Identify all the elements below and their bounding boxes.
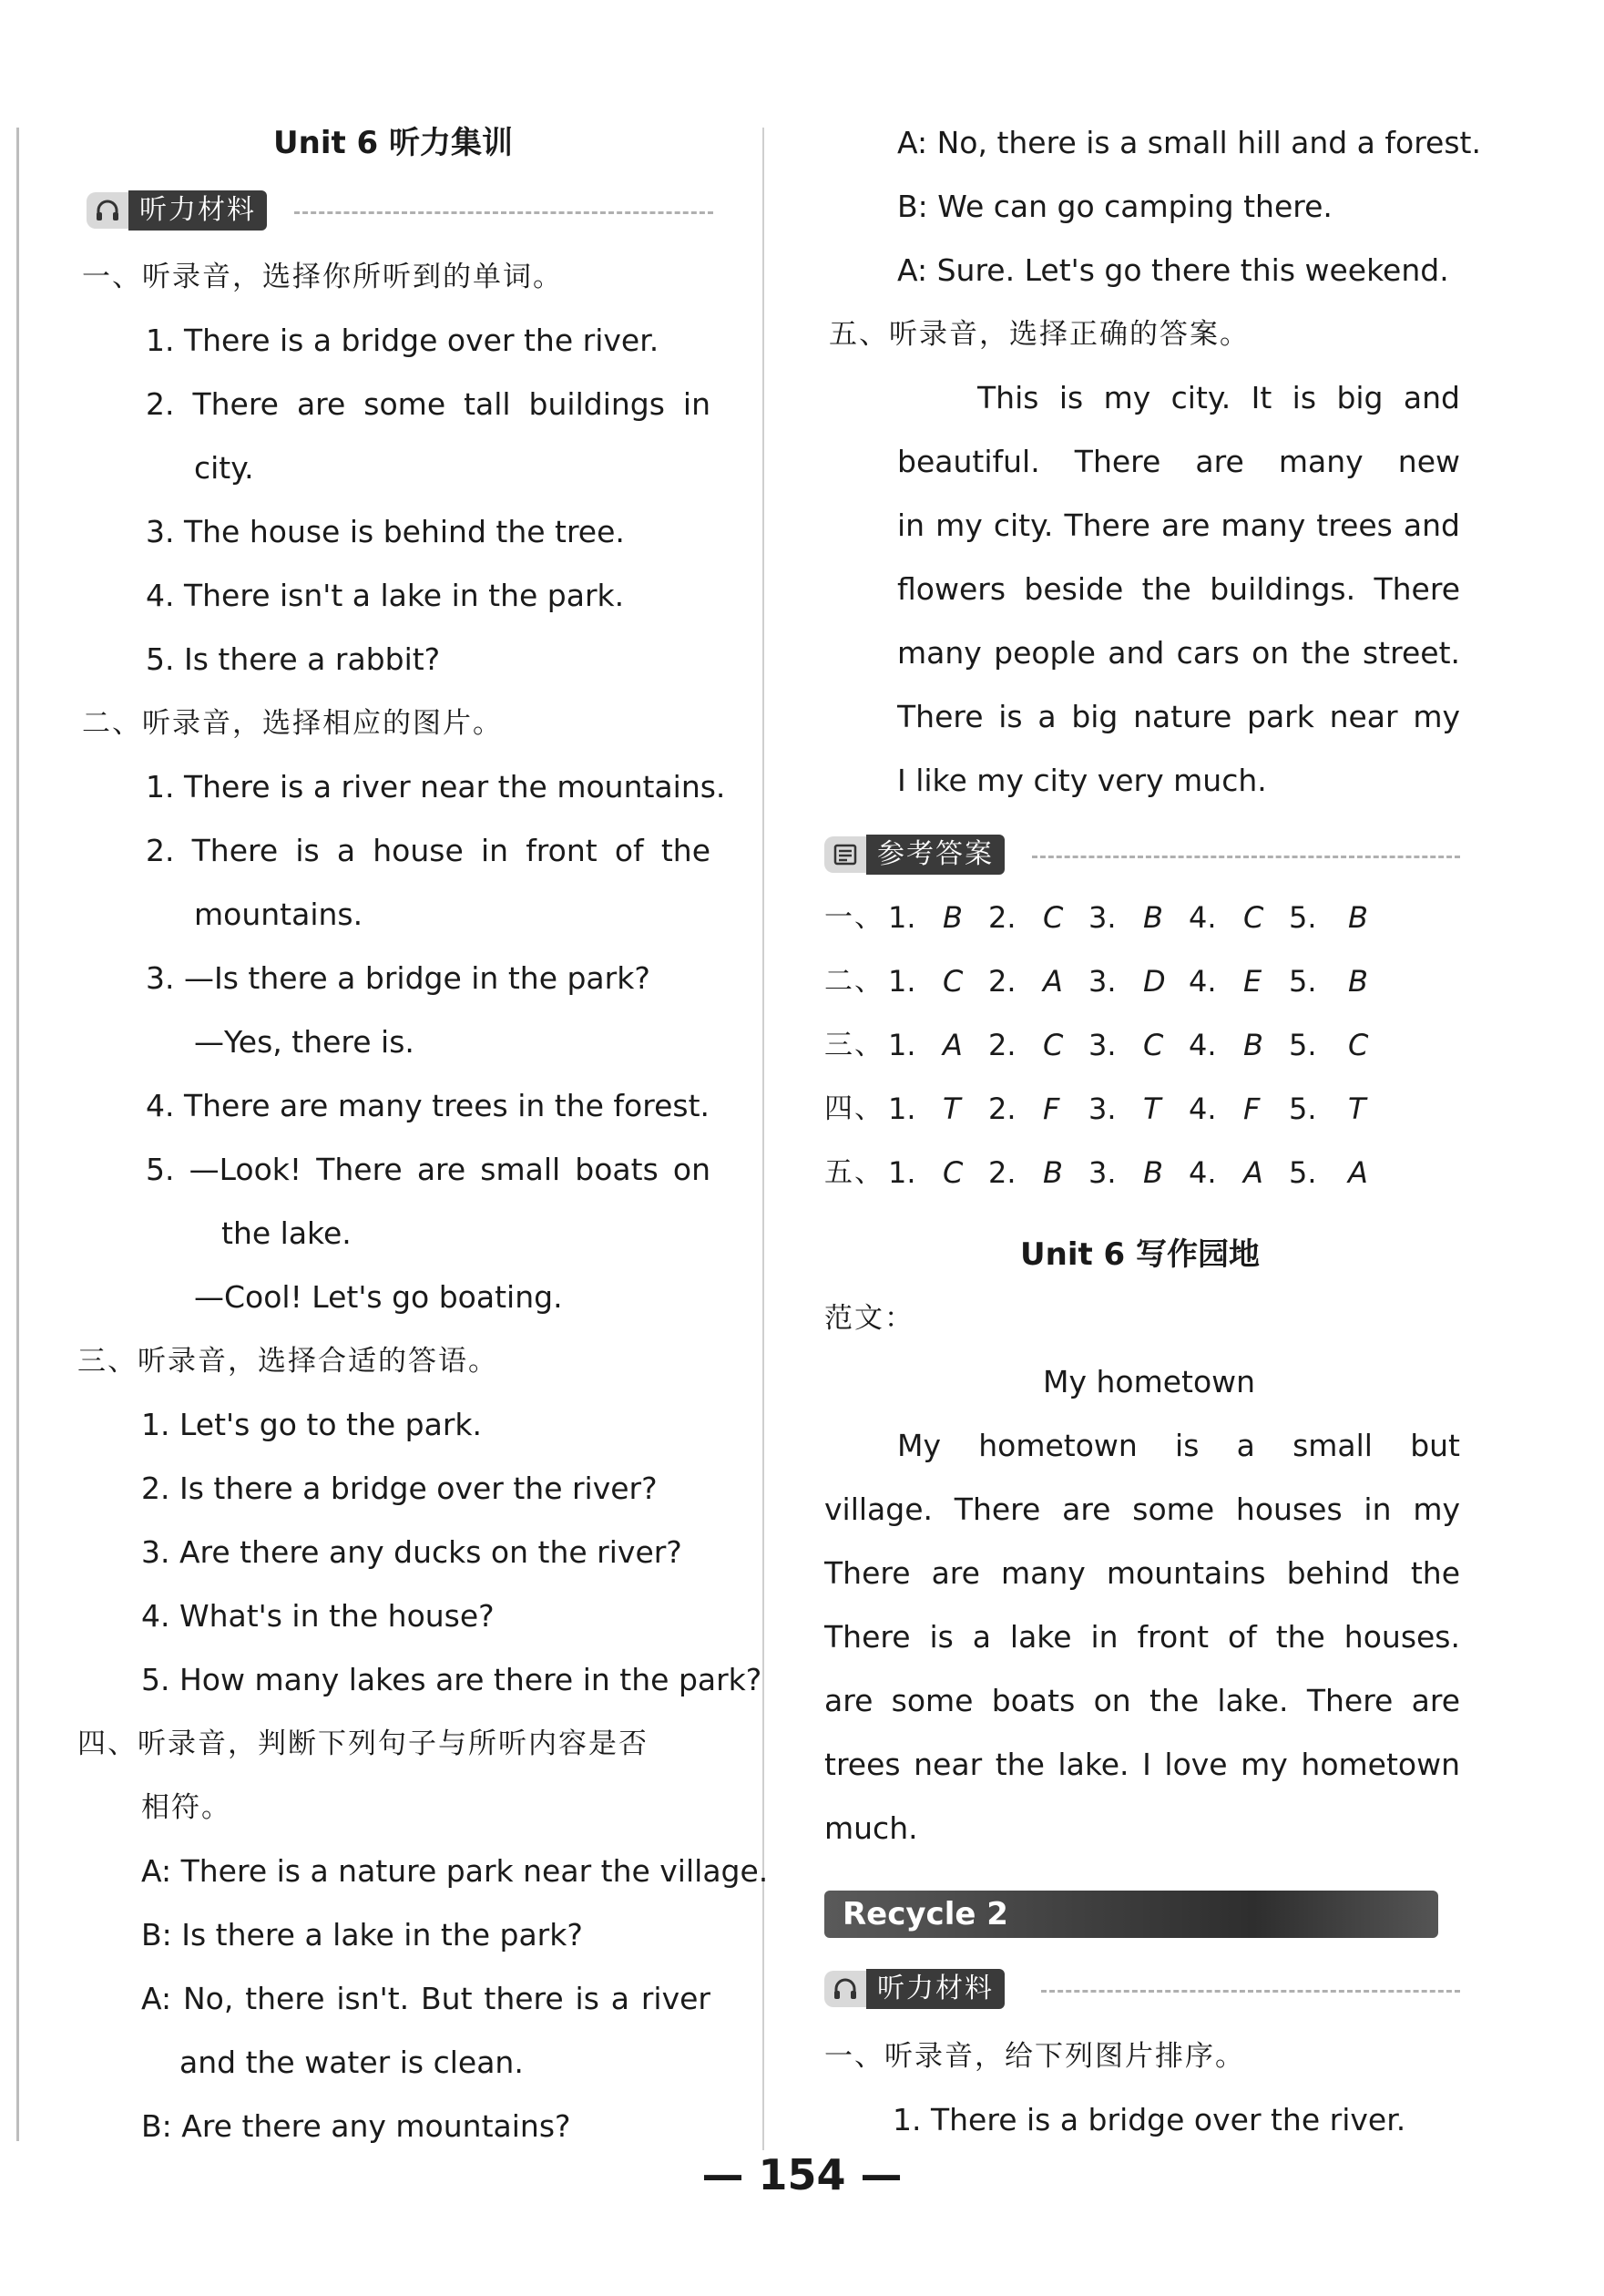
- answer-value: C: [1243, 900, 1264, 935]
- s3-item-3: 3. Are there any ducks on the river?: [141, 1534, 682, 1570]
- s1-item-3: 3. The house is behind the tree.: [146, 514, 625, 549]
- answer-value: B: [1143, 900, 1163, 935]
- answer-number: 4.: [1189, 900, 1217, 935]
- section-3-heading: 三、听录音，选择合适的答语。: [77, 1345, 498, 1378]
- answer-value: C: [1043, 1028, 1064, 1062]
- answer-number: 1.: [888, 1092, 916, 1126]
- answer-value: B: [1243, 1028, 1263, 1062]
- answer-value: C: [943, 964, 964, 999]
- s4-dialog-5: A: No, there is a small hill and a forest.: [897, 125, 1481, 160]
- tag-label: 听力材料: [128, 190, 267, 231]
- answer-value: C: [943, 1155, 964, 1190]
- answer-value: T: [943, 1092, 961, 1126]
- page-number: — 154 —: [701, 2150, 903, 2199]
- answer-number: 4.: [1189, 964, 1217, 999]
- section-2-heading: 二、听录音，选择相应的图片。: [82, 707, 503, 740]
- answer-section-label: 四、: [824, 1092, 884, 1125]
- answer-number: 2.: [988, 964, 1017, 999]
- s2-item-3: 3. —Is there a bridge in the park?: [146, 960, 650, 996]
- recycle-dashed-rule: [1041, 1990, 1460, 1993]
- answer-value: A: [1043, 964, 1063, 999]
- answer-number: 1.: [888, 1028, 916, 1062]
- s4-dialog-3-cont: and the water is clean.: [179, 2045, 524, 2080]
- s3-item-4: 4. What's in the house?: [141, 1598, 495, 1634]
- essay-title: My hometown: [1043, 1364, 1256, 1399]
- s2-item-1: 1. There is a river near the mountains.: [146, 769, 726, 805]
- section-5-heading: 五、听录音，选择正确的答案。: [829, 318, 1250, 351]
- answer-number: 5.: [1289, 1028, 1317, 1062]
- headphones-icon: [824, 1971, 866, 2007]
- s2-item-5-reply: —Cool! Let's go boating.: [194, 1279, 563, 1315]
- answer-value: D: [1143, 964, 1166, 999]
- essay-line-3: There are many mountains behind the: [824, 1555, 1460, 1591]
- headphones-icon: [87, 192, 128, 229]
- list-icon: [824, 836, 866, 873]
- s2-item-4: 4. There are many trees in the forest.: [146, 1088, 710, 1123]
- s4-dialog-7: A: Sure. Let's go there this weekend.: [897, 252, 1449, 288]
- answer-number: 5.: [1289, 900, 1317, 935]
- answer-value: F: [1043, 1092, 1060, 1126]
- answer-value: B: [1043, 1155, 1063, 1190]
- s2-item-5-cont: the lake.: [221, 1215, 352, 1251]
- answer-value: A: [1348, 1155, 1368, 1190]
- s5-passage-4: flowers beside the buildings. There: [897, 571, 1460, 607]
- answer-row: [824, 1153, 1462, 1193]
- answer-value: T: [1348, 1092, 1366, 1126]
- answer-key-tag: [824, 834, 1005, 876]
- listening-material-tag: [87, 190, 267, 231]
- section-4-heading-cont: 相符。: [141, 1791, 231, 1824]
- s5-passage-6: There is a big nature park near my: [897, 699, 1460, 734]
- answer-row: [824, 1089, 1462, 1129]
- unit-title: Unit 6 听力集训: [273, 125, 514, 161]
- answer-number: 2.: [988, 1028, 1017, 1062]
- section-4-heading: 四、听录音，判断下列句子与所听内容是否: [77, 1727, 649, 1760]
- answer-number: 5.: [1289, 1155, 1317, 1190]
- answer-value: T: [1143, 1092, 1161, 1126]
- answer-number: 1.: [888, 1155, 916, 1190]
- s2-item-3-reply: —Yes, there is.: [194, 1024, 414, 1060]
- answer-number: 4.: [1189, 1092, 1217, 1126]
- s2-item-2-cont: mountains.: [194, 897, 363, 932]
- answer-section-label: 二、: [824, 965, 884, 998]
- answer-value: B: [943, 900, 963, 935]
- answer-section-label: 五、: [824, 1156, 884, 1189]
- answer-value: F: [1243, 1092, 1261, 1126]
- answer-number: 1.: [888, 900, 916, 935]
- answer-section-label: 一、: [824, 901, 884, 934]
- answer-section-label: 三、: [824, 1029, 884, 1061]
- s1-item-4: 4. There isn't a lake in the park.: [146, 578, 625, 613]
- s3-item-2: 2. Is there a bridge over the river?: [141, 1471, 658, 1506]
- writing-label: 范文：: [824, 1302, 914, 1335]
- essay-line-1: My hometown is a small but: [897, 1428, 1460, 1463]
- answer-row: [824, 1025, 1462, 1065]
- s5-passage-5: many people and cars on the street.: [897, 635, 1460, 671]
- answer-row: [824, 897, 1462, 938]
- answer-number: 3.: [1088, 1028, 1117, 1062]
- s5-passage-3: in my city. There are many trees and: [897, 507, 1460, 543]
- recycle-section-1-heading: 一、听录音，给下列图片排序。: [824, 2040, 1245, 2073]
- recycle-2-banner: Recycle 2: [824, 1891, 1438, 1938]
- answer-number: 2.: [988, 1155, 1017, 1190]
- s1-item-1: 1. There is a bridge over the river.: [146, 323, 659, 358]
- answer-value: B: [1348, 900, 1368, 935]
- s4-dialog-1: A: There is a nature park near the village.: [141, 1853, 769, 1889]
- essay-line-4: There is a lake in front of the houses.: [824, 1619, 1460, 1655]
- answer-number: 4.: [1189, 1155, 1217, 1190]
- answer-number: 5.: [1289, 964, 1317, 999]
- essay-line-2: village. There are some houses in my: [824, 1491, 1460, 1527]
- answer-number: 3.: [1088, 1155, 1117, 1190]
- tag-dashed-rule: [294, 211, 713, 214]
- answer-key-label: 参考答案: [866, 835, 1005, 875]
- answer-number: 3.: [1088, 900, 1117, 935]
- answer-value: C: [1348, 1028, 1369, 1062]
- s3-item-5: 5. How many lakes are there in the park?: [141, 1662, 762, 1697]
- s2-item-5: 5. —Look! There are small boats on: [146, 1152, 710, 1187]
- essay-line-5: are some boats on the lake. There are: [824, 1683, 1460, 1718]
- answer-value: A: [943, 1028, 963, 1062]
- s1-item-5: 5. Is there a rabbit?: [146, 641, 441, 677]
- writing-title: Unit 6 写作园地: [1020, 1236, 1261, 1273]
- answer-row: [824, 961, 1462, 1001]
- page-edge-line: [16, 128, 19, 2141]
- s1-item-2: 2. There are some tall buildings in: [146, 386, 710, 422]
- answer-value: C: [1043, 900, 1064, 935]
- answer-value: C: [1143, 1028, 1164, 1062]
- column-divider: [762, 128, 764, 2150]
- recycle-item-1: 1. There is a bridge over the river.: [893, 2102, 1406, 2137]
- essay-line-6: trees near the lake. I love my hometown: [824, 1747, 1460, 1782]
- section-1-heading: 一、听录音，选择你所听到的单词。: [82, 261, 563, 293]
- recycle-tag-label: 听力材料: [866, 1969, 1005, 2009]
- s3-item-1: 1. Let's go to the park.: [141, 1407, 483, 1442]
- answer-number: 5.: [1289, 1092, 1317, 1126]
- recycle-listening-tag: [824, 1968, 1005, 2010]
- s4-dialog-3: A: No, there isn't. But there is a river: [141, 1981, 710, 2016]
- answer-number: 3.: [1088, 964, 1117, 999]
- answer-value: B: [1143, 1155, 1163, 1190]
- answer-value: E: [1243, 964, 1262, 999]
- s5-passage-7: I like my city very much.: [897, 763, 1267, 798]
- s5-passage-2: beautiful. There are many new: [897, 444, 1460, 479]
- s4-dialog-2: B: Is there a lake in the park?: [141, 1917, 583, 1953]
- answer-number: 1.: [888, 964, 916, 999]
- s5-passage-1: This is my city. It is big and: [977, 380, 1460, 415]
- answer-number: 2.: [988, 900, 1017, 935]
- s1-item-2-cont: city.: [194, 450, 254, 486]
- s4-dialog-6: B: We can go camping there.: [897, 189, 1333, 224]
- answer-value: A: [1243, 1155, 1263, 1190]
- answer-number: 2.: [988, 1092, 1017, 1126]
- s4-dialog-4: B: Are there any mountains?: [141, 2108, 571, 2144]
- s2-item-2: 2. There is a house in front of the: [146, 833, 710, 868]
- essay-line-7: much.: [824, 1810, 918, 1846]
- answer-dashed-rule: [1032, 856, 1460, 858]
- answer-value: B: [1348, 964, 1368, 999]
- answer-number: 3.: [1088, 1092, 1117, 1126]
- answer-number: 4.: [1189, 1028, 1217, 1062]
